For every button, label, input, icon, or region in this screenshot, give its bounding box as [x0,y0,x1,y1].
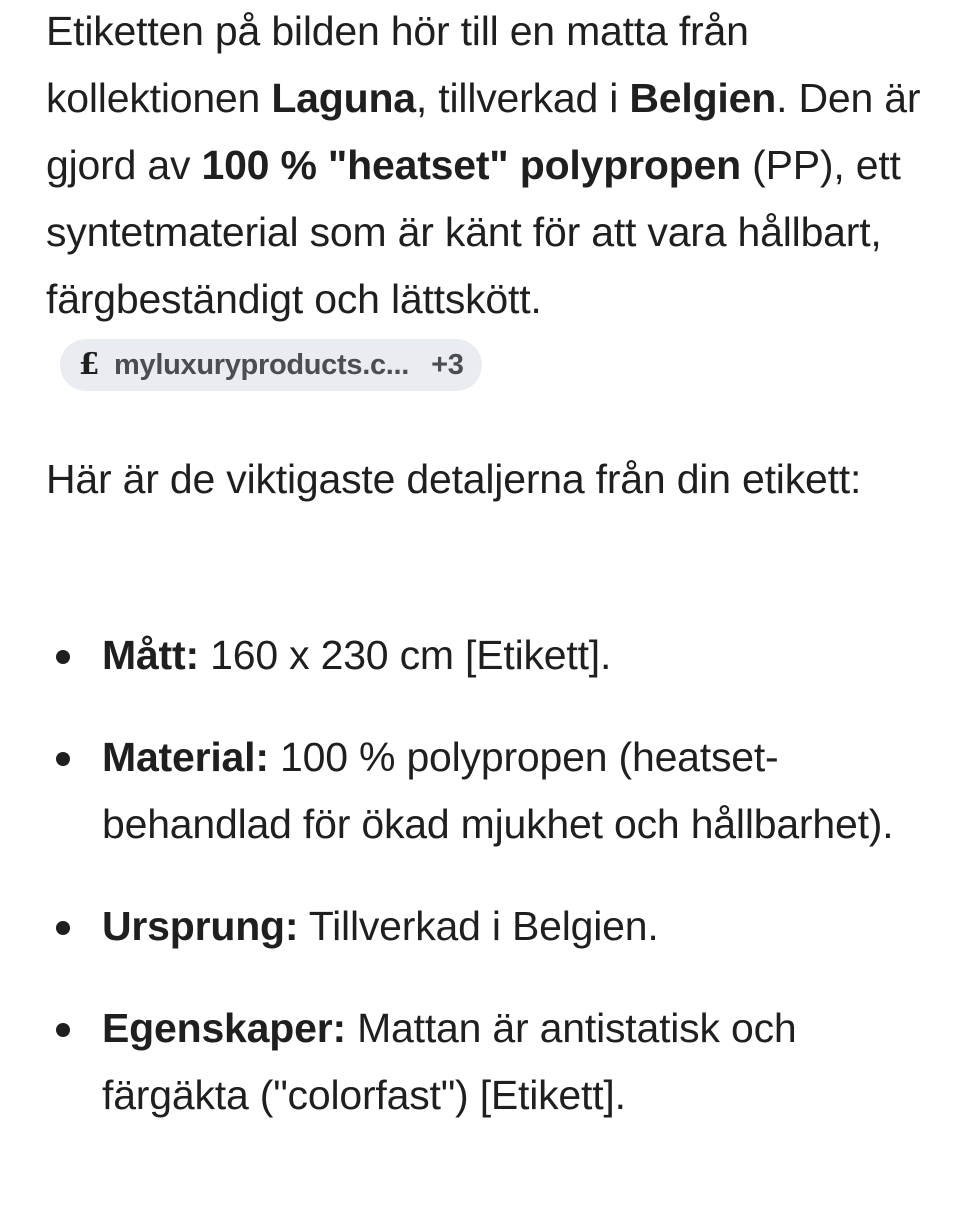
source-domain: myluxuryproducts.c... [114,348,410,381]
intro-text-2: , tillverkad i [415,75,630,121]
detail-value: Tillverkad i Belgien. [298,903,659,949]
list-item [46,893,926,960]
list-item [46,995,926,1129]
list-item [46,724,926,858]
source-favicon-icon: £ [78,347,100,383]
summary-intro: Här är de viktigaste detaljerna från din etikett: [46,456,862,502]
intro-text-1: Etiketten på bilden hör till en matta från kollektionen [46,8,749,121]
bullet-icon [56,921,70,935]
collection-name: Laguna [271,75,416,121]
bullet-icon [56,752,70,766]
origin-country: Belgien [629,75,777,121]
detail-label: Mått: [102,632,199,678]
detail-value: Mattan är antistatisk och färgäkta ("colorfast") [Etikett]. [102,1005,797,1118]
list-item [46,622,926,689]
details-list [46,622,926,1164]
detail-label: Egenskaper: [102,1005,346,1051]
source-chip[interactable] [60,339,482,391]
intro-text-3: . Den är gjord av [46,75,921,188]
bullet-icon [56,1023,70,1037]
detail-label: Material: [102,734,269,780]
bullet-icon [56,650,70,664]
detail-value: 160 x 230 cm [Etikett]. [198,632,612,678]
detail-value: 100 % polypropen (heatset-behandlad för ökad mjukhet och hållbarhet). [102,734,894,847]
intro-paragraph [46,0,930,400]
material-text: 100 % "heatset" polypropen [201,142,741,188]
detail-label: Ursprung: [102,903,299,949]
more-sources-count: +3 [431,348,464,381]
intro-text-4: (PP), ett syntetmaterial som är känt för att vara hållbart, färgbeständigt och lättskött. [46,142,901,322]
